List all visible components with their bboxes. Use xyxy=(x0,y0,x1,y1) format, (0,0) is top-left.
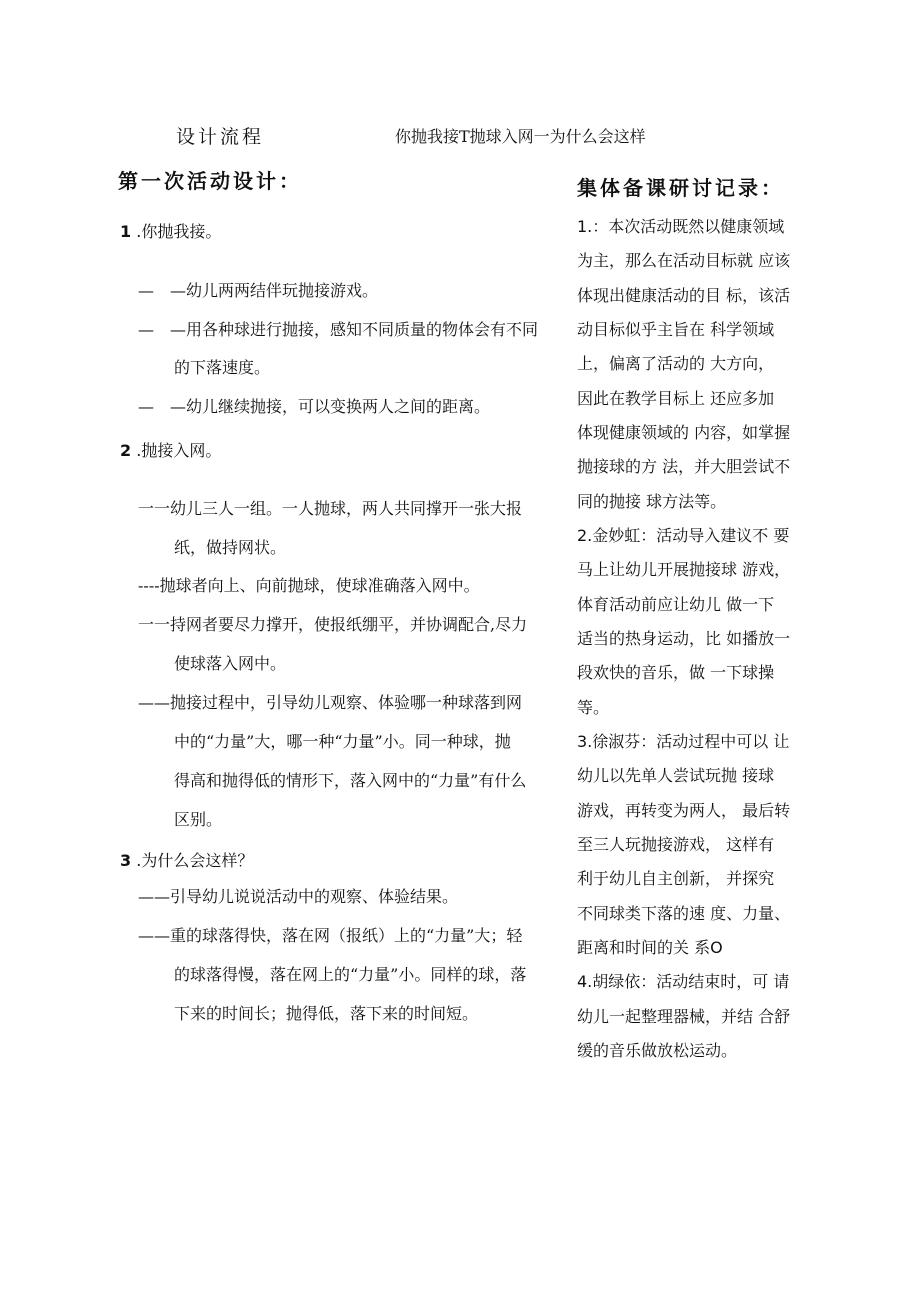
record-line: 抛接球的方 法，并大胆尝试不 xyxy=(577,457,791,476)
record-line: 3.徐淑芬：活动过程中可以 让 xyxy=(577,732,790,751)
record-line: 等。 xyxy=(577,698,610,717)
body-line: 一一持网者要尽力撑开，使报纸绷平，并协调配合,尽力 xyxy=(138,615,528,634)
body-line: 使球落入网中。 xyxy=(174,654,287,673)
body-line: — —用各种球进行抛接，感知不同质量的物体会有不同 xyxy=(138,320,539,339)
record-line: 为主，那么在活动目标就 应该 xyxy=(577,251,791,270)
body-line: — —幼儿继续抛接，可以变换两人之间的距离。 xyxy=(138,397,491,416)
body-line: 的球落得慢，落在网上的“力量”小。同样的球，落 xyxy=(174,965,527,984)
record-line: 距离和时间的关 系O xyxy=(577,938,723,957)
page-title: 设计流程 xyxy=(176,126,265,148)
body-line: ——引导幼儿说说活动中的观察、体验结果。 xyxy=(138,887,459,906)
page-subtitle: 你抛我接T抛球入网一为什么会这样 xyxy=(395,127,646,146)
section-label: .你抛我接。 xyxy=(136,222,222,241)
record-line: 幼儿一起整理器械，并结 合舒 xyxy=(577,1007,791,1026)
left-heading: 第一次活动设计： xyxy=(118,169,302,193)
body-line: 的下落速度。 xyxy=(174,358,271,377)
record-line: 2.金妙虹：活动导入建议不 要 xyxy=(577,526,790,545)
section-2-heading xyxy=(120,438,221,461)
body-line: — —幼儿两两结伴玩抛接游戏。 xyxy=(138,281,379,300)
body-line: 纸，做持网状。 xyxy=(174,538,287,557)
record-line: 段欢快的音乐，做 一下球操 xyxy=(577,663,775,682)
body-line: ——抛接过程中，引导幼儿观察、体验哪一种球落到网 xyxy=(138,693,523,712)
section-number: 2 xyxy=(120,441,132,460)
record-line: 利于幼儿自主创新， 并探究 xyxy=(577,869,775,888)
record-line: 体现健康领域的 内容，如掌握 xyxy=(577,423,791,442)
body-line: 一一幼儿三人一组。一人抛球，两人共同撑开一张大报 xyxy=(138,499,523,518)
record-line: 1.：本次活动既然以健康领域 xyxy=(577,217,785,236)
record-line: 缓的音乐做放松运动。 xyxy=(577,1041,738,1060)
record-line: 上，偏离了活动的 大方向， xyxy=(577,354,775,373)
record-line: 适当的热身运动，比 如播放一 xyxy=(577,629,791,648)
record-line: 幼儿以先单人尝试玩抛 接球 xyxy=(577,766,775,785)
body-line: ----抛球者向上、向前抛球，使球准确落入网中。 xyxy=(138,576,480,595)
section-number: 1 xyxy=(120,222,132,241)
record-line: 体育活动前应让幼儿 做一下 xyxy=(577,595,775,614)
record-line: 4.胡绿依：活动结束时，可 请 xyxy=(577,972,790,991)
section-number: 3 xyxy=(120,851,132,870)
record-line: 至三人玩抛接游戏， 这样有 xyxy=(577,835,775,854)
record-line: 动目标似乎主旨在 科学领域 xyxy=(577,320,775,339)
record-line: 游戏，再转变为两人， 最后转 xyxy=(577,801,791,820)
body-line: 下来的时间长；抛得低，落下来的时间短。 xyxy=(174,1004,479,1023)
record-line: 体现出健康活动的目 标，该活 xyxy=(577,286,791,305)
body-line: 得高和抛得低的情形下，落入网中的“力量”有什么 xyxy=(174,771,527,790)
body-line: ——重的球落得快，落在网（报纸）上的“力量”大；轻 xyxy=(138,926,523,945)
record-line: 不同球类下落的速 度、力量、 xyxy=(577,904,791,923)
body-line: 区别。 xyxy=(174,810,223,829)
right-heading: 集体备课研讨记录： xyxy=(577,176,784,200)
record-line: 马上让幼儿开展抛接球 游戏， xyxy=(577,560,791,579)
section-1-heading xyxy=(120,219,221,242)
record-line: 同的抛接 球方法等。 xyxy=(577,492,727,511)
record-line: 因此在教学目标上 还应多加 xyxy=(577,389,775,408)
section-3-heading xyxy=(120,848,253,871)
section-label: .为什么会这样？ xyxy=(136,851,254,870)
body-line: 中的“力量”大，哪一种“力量”小。同一种球，抛 xyxy=(174,732,511,751)
section-label: .抛接入网。 xyxy=(136,441,222,460)
